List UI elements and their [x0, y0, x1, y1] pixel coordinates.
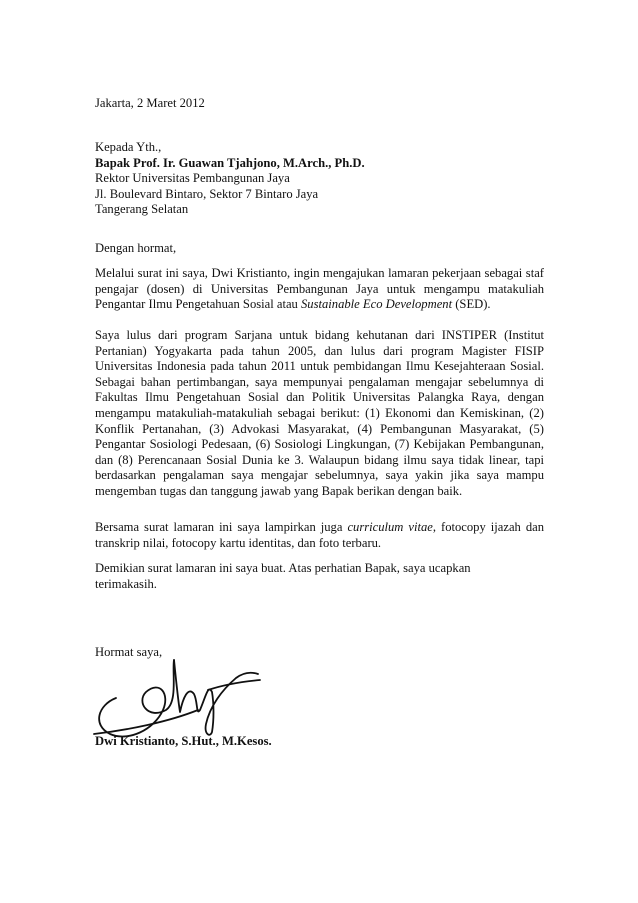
- letter-date: Jakarta, 2 Maret 2012: [95, 96, 205, 110]
- paragraph-closing: [95, 561, 544, 592]
- handwritten-signature: [88, 650, 268, 740]
- recipient-name: Bapak Prof. Ir. Guawan Tjahjono, M.Arch., Ph.D.: [95, 155, 365, 170]
- closing-salutation: Hormat saya,: [95, 645, 163, 659]
- signature-name: Dwi Kristianto, S.Hut., M.Kesos.: [95, 734, 272, 748]
- paragraph-closing-line1: Demikian surat lamaran ini saya buat. Atas perhatian Bapak, saya ucapkan: [95, 561, 471, 575]
- paragraph-closing-line2: terimakasih.: [95, 576, 157, 591]
- paragraph-attachments-text: Bersama surat lamaran ini saya lampirkan juga: [95, 520, 348, 534]
- paragraph-attachments-end: , fotocopy ijazah dan transkrip nilai, fotocopy kartu identitas, dan foto terbaru.: [95, 520, 545, 550]
- paragraph-attachments-italic: curriculum vitae: [347, 520, 433, 534]
- paragraph-intro-text: Melalui surat ini saya, Dwi Kristianto, ingin mengajukan lamaran pekerjaan sebagai staf pengajar (dosen) di Universitas Pembangunan Jaya untuk mengampu matakuliah Pengantar Ilmu Pengetahuan Sosial atau: [95, 266, 544, 312]
- paragraph-qualifications: Saya lulus dari program Sarjana untuk bidang kehutanan dari INSTIPER (Institut Pertanian) Yogyakarta pada tahun 2005, dan lulus dari program Magister FISIP Universitas Indonesia pada tahun 2011 untuk pembidangan Ilmu Kesejahteraan Sosial. Sebagai bahan pertimbangan, saya mempunyai pengalaman mengajar sebelumnya di Fakultas Ilmu Pengetahuan Sosial dan Politik Universitas Palangka Raya, dengan mengampu matakuliah-matakuliah sebagai berikut: (1) Ekonomi dan Kemiskinan, (2) Konflik Pertanahan, (3) Advokasi Masyarakat, (4) Pembangunan Masyarakat, (5) Pengantar Sosiologi Pedesaan, (6) Sosiologi Lingkungan, (7) Kebijakan Pembangunan, dan (8) Perencanaan Sosial Dunia ke 3. Walaupun bidang ilmu saya tidak linear, tapi berdasarkan pengalaman saya mengajar sebelumnya, saya yakin jika saya mampu mengemban tugas dan tanggung jawab yang Bapak berikan dengan baik.: [95, 328, 544, 498]
- recipient-address: Jl. Boulevard Bintaro, Sektor 7 Bintaro Jaya: [95, 186, 319, 201]
- paragraph-attachments: [95, 520, 544, 551]
- recipient-title: Rektor Universitas Pembangunan Jaya: [95, 171, 290, 186]
- paragraph-intro-end: (SED).: [452, 297, 491, 312]
- recipient-block: [95, 140, 544, 218]
- recipient-city: Tangerang Selatan: [95, 202, 189, 217]
- greeting: Dengan hormat,: [95, 241, 177, 255]
- paragraph-intro-italic: Sustainable Eco Development: [301, 297, 453, 312]
- paragraph-intro: [95, 266, 544, 313]
- recipient-salutation: Kepada Yth.,: [95, 140, 162, 154]
